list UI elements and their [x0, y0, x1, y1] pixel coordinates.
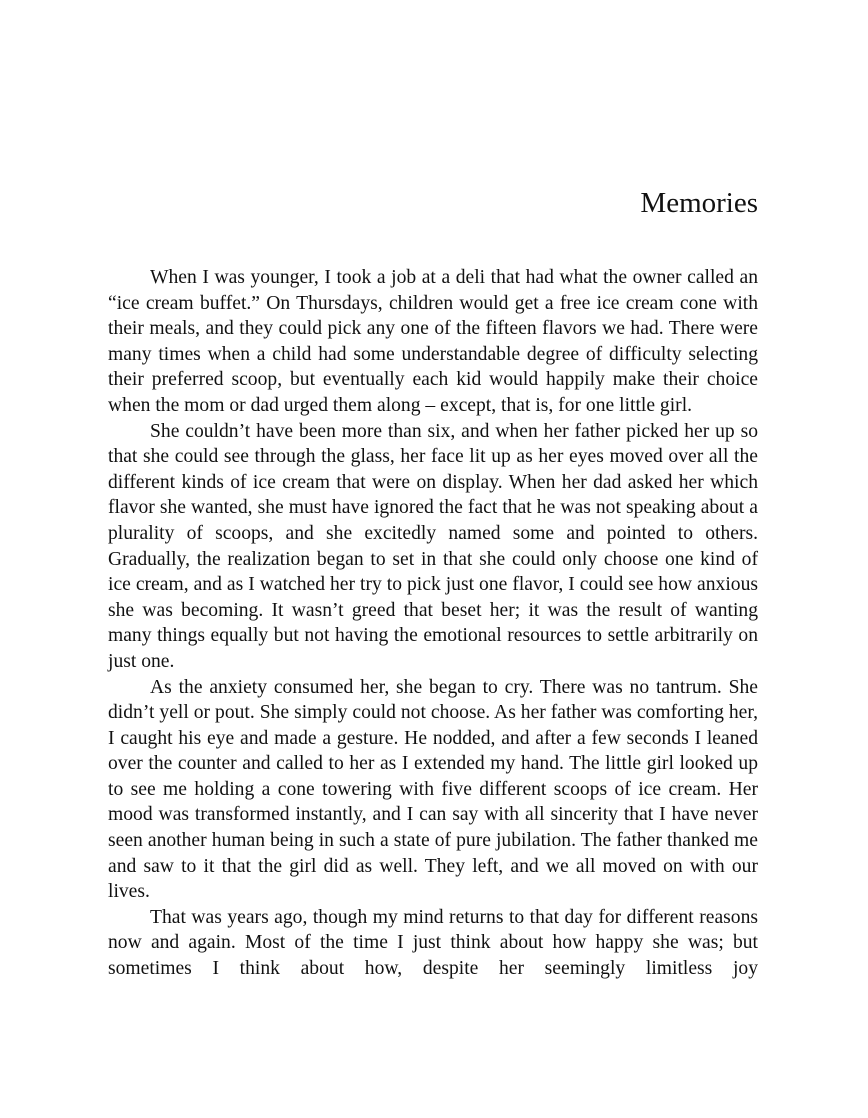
paragraph-4: That was years ago, though my mind returns to that day for different reasons now and again. Most of the time I just think about how happy she was; but sometimes I think about how, despite her seemingly limitless joy: [108, 906, 758, 980]
paragraph-3: As the anxiety consumed her, she began to cry. There was no tantrum. She didn’t yell or pout. She simply could not choose. As her father was comforting her, I caught his eye and made a gesture. He nodded, and after a few seconds I leaned over the counter and called to her as I extended my hand. The little girl looked up to see me holding a cone towering with five different scoops of ice cream. Her mood was transformed instantly, and I can say with all sincerity that I have never seen another human being in such a state of pure jubilation. The father thanked me and saw to it that the girl did as well. They left, and we all moved on with our lives.: [108, 676, 758, 903]
paragraph-2: She couldn’t have been more than six, and when her father picked her up so that she could see through the glass, her face lit up as her eyes moved over all the different kinds of ice cream that were on display. When her dad asked her which flavor she wanted, she must have ignored the fact that he was not speaking about a plurality of scoops, and she excitedly named some and pointed to others. Gradually, the realization began to set in that she could only choose one kind of ice cream, and as I watched her try to pick just one flavor, I could see how anxious she was becoming. It wasn’t greed that beset her; it was the result of wanting many things equally but not having the emotional resources to settle arbitrarily on just one.: [108, 420, 758, 672]
chapter-title: Memories: [640, 187, 758, 219]
chapter-body: [108, 265, 758, 982]
paragraph-1: When I was younger, I took a job at a deli that had what the owner called an “ice cream buffet.” On Thursdays, children would get a free ice cream cone with their meals, and they could pick any one of the fifteen flavors we had. There were many times when a child had some understandable degree of difficulty selecting their preferred scoop, but eventually each kid would happily make their choice when the mom or dad urged them along – except, that is, for one little girl.: [108, 267, 758, 416]
